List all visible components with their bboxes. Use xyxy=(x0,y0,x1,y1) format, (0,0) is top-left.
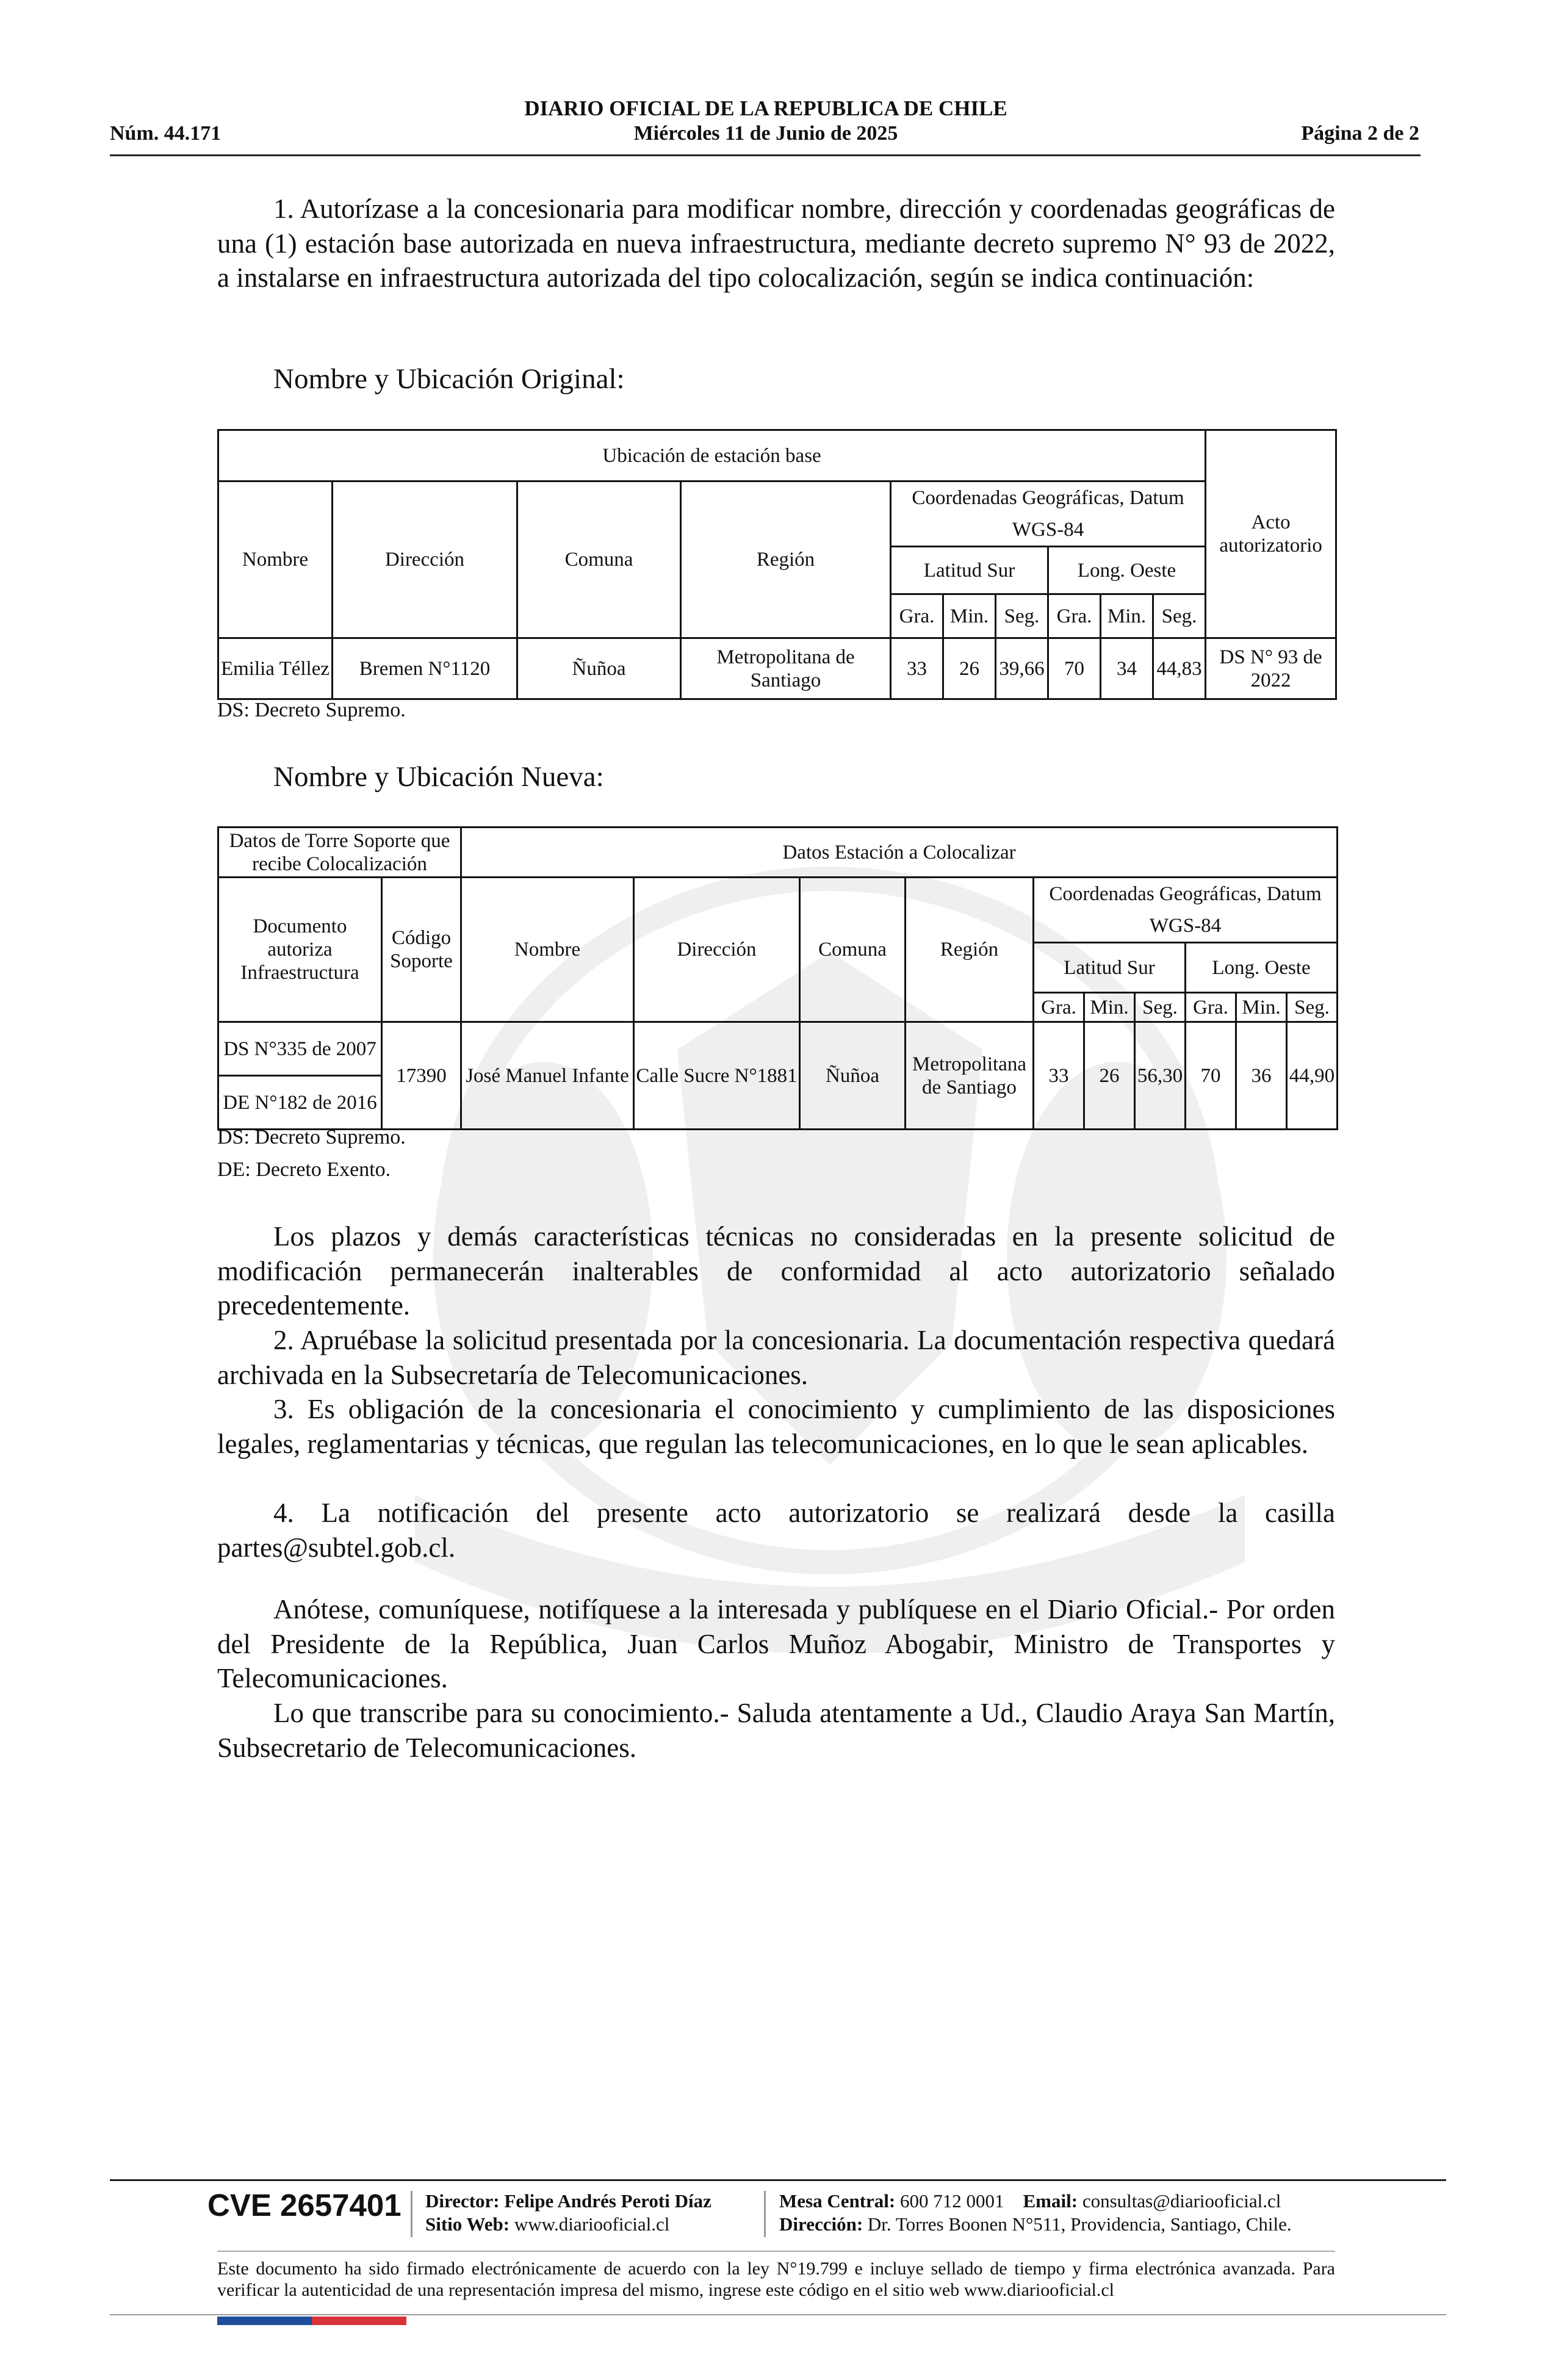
col-coordenadas: Coordenadas Geográficas, Datum WGS-84 xyxy=(891,481,1206,547)
cell-lon-min: 36 xyxy=(1236,1022,1287,1130)
col-codigo: Código Soporte xyxy=(382,878,461,1022)
paragraph-transcribe-text: Lo que transcribe para su conocimiento.- Saluda atentamente a Ud., Claudio Araya San Martín, Subsecretario de Telecomunicaciones. xyxy=(217,1698,1335,1763)
cell-lat-seg: 56,30 xyxy=(1135,1022,1186,1130)
mesa-phone: 600 712 0001 xyxy=(900,2190,1004,2212)
col-region: Región xyxy=(681,481,891,638)
newspaper-title: DIARIO OFICIAL DE LA REPUBLICA DE CHILE xyxy=(524,96,1007,120)
director-name: Felipe Andrés Peroti Díaz xyxy=(504,2190,711,2212)
table-row xyxy=(218,638,1336,699)
nueva-heading: Nombre y Ubicación Nueva: xyxy=(273,761,604,793)
cell-lat-min: 26 xyxy=(1084,1022,1135,1130)
cell-region: Metropolitana de Santiago xyxy=(681,638,891,699)
col-lat-gra: Gra. xyxy=(1034,993,1084,1022)
cell-region: Metropolitana de Santiago xyxy=(906,1022,1034,1130)
paragraph-2-text: 2. Apruébase la solicitud presentada por la concesionaria. La documentación respectiva quedará archivada en la Subsecretaría de Telecomunicaciones. xyxy=(217,1325,1335,1390)
col-coordenadas: Coordenadas Geográficas, Datum WGS-84 xyxy=(1034,878,1338,943)
cve-code: CVE 2657401 xyxy=(207,2188,402,2223)
cell-codigo: 17390 xyxy=(382,1022,461,1130)
cell-lon-seg: 44,83 xyxy=(1153,638,1206,699)
issue-date: Miércoles 11 de Junio de 2025 xyxy=(633,122,898,145)
col-documento: Documento autoriza Infraestructura xyxy=(218,878,382,1022)
cell-nombre: José Manuel Infante xyxy=(461,1022,634,1130)
cell-acto: DS N° 93 de 2022 xyxy=(1206,638,1336,699)
email-link[interactable]: consultas@diariooficial.cl xyxy=(1082,2190,1281,2212)
footer-divider-mid xyxy=(217,2251,1335,2252)
col-lat-gra: Gra. xyxy=(891,594,943,638)
paragraph-plazos-text: Los plazos y demás características técnicas no consideradas en la presente solicitud de modificación permanecerán inalterables de conformidad al acto autorizatorio señalado precedentemente. xyxy=(217,1221,1335,1321)
cell-lon-gra: 70 xyxy=(1048,638,1101,699)
legal-notice: Este documento ha sido firmado electrónicamente de acuerdo con la ley N°19.799 e incluye sellado de tiempo y firma electrónica avanzada. Para verificar la autenticidad de una representación impresa del mismo, ingrese este código en el sitio web www.diariooficial.cl xyxy=(217,2259,1335,2300)
issue-number: Núm. 44.171 xyxy=(110,122,222,145)
address-value: Dr. Torres Boonen N°511, Providencia, Santiago, Chile. xyxy=(867,2213,1292,2235)
mesa-label: Mesa Central: xyxy=(779,2190,896,2212)
col-nombre: Nombre xyxy=(218,481,333,638)
col-lon-min: Min. xyxy=(1101,594,1153,638)
original-location-table xyxy=(217,429,1337,700)
page-number: Página 2 de 2 xyxy=(1301,122,1419,145)
table-row xyxy=(218,1022,1338,1076)
col-lon-min: Min. xyxy=(1236,993,1287,1022)
cell-lon-min: 34 xyxy=(1101,638,1153,699)
header-divider xyxy=(110,154,1421,156)
original-heading: Nombre y Ubicación Original: xyxy=(273,363,625,395)
group-header-torre: Datos de Torre Soporte que recibe Colocalización xyxy=(218,828,461,878)
web-link[interactable]: www.diariooficial.cl xyxy=(514,2213,670,2235)
footer-contact-block xyxy=(779,2190,1292,2236)
col-lat-seg: Seg. xyxy=(996,594,1048,638)
paragraph-2 xyxy=(217,1323,1335,1392)
paragraph-plazos xyxy=(217,1219,1335,1323)
col-direccion: Dirección xyxy=(634,878,800,1022)
web-label: Sitio Web: xyxy=(425,2213,510,2235)
col-comuna: Comuna xyxy=(800,878,906,1022)
address-label: Dirección: xyxy=(779,2213,863,2235)
director-label: Director: xyxy=(425,2190,500,2212)
cell-comuna: Ñuñoa xyxy=(517,638,681,699)
paragraph-3-text: 3. Es obligación de la concesionaria el conocimiento y cumplimiento de las disposiciones legales, reglamentarias y técnicas, que regulan las telecomunicaciones, en lo que le sean aplicables. xyxy=(217,1394,1335,1459)
paragraph-anotese xyxy=(217,1592,1335,1696)
col-region: Región xyxy=(906,878,1034,1022)
col-lon-seg: Seg. xyxy=(1287,993,1338,1022)
cell-lon-gra: 70 xyxy=(1186,1022,1236,1130)
col-lat-seg: Seg. xyxy=(1135,993,1186,1022)
cell-direccion: Bremen N°1120 xyxy=(333,638,517,699)
cell-lat-min: 26 xyxy=(943,638,996,699)
paragraph-4-text: 4. La notificación del presente acto autorizatorio se realizará desde la casilla partes@subtel.gob.cl. xyxy=(217,1498,1335,1563)
footer-divider-bottom xyxy=(110,2314,1446,2315)
cell-doc-1: DS N°335 de 2007 xyxy=(218,1022,382,1076)
col-lon-gra: Gra. xyxy=(1048,594,1101,638)
paragraph-3 xyxy=(217,1392,1335,1461)
col-lat-min: Min. xyxy=(943,594,996,638)
col-nombre: Nombre xyxy=(461,878,634,1022)
footer-separator xyxy=(764,2191,766,2237)
footer-divider-top xyxy=(110,2179,1446,2181)
cell-nombre: Emilia Téllez xyxy=(218,638,333,699)
col-latitud: Latitud Sur xyxy=(891,547,1048,594)
group-header-estacion: Datos Estación a Colocalizar xyxy=(461,828,1338,878)
paragraph-anotese-text: Anótese, comuníquese, notifíquese a la interesada y publíquese en el Diario Oficial.- Por orden del Presidente de la República, Juan Carlos Muñoz Abogabir, Ministro de Transportes y Telecomunicaciones. xyxy=(217,1594,1335,1693)
col-longitud: Long. Oeste xyxy=(1048,547,1206,594)
paragraph-1 xyxy=(217,192,1335,295)
footer-separator xyxy=(411,2191,412,2237)
col-lon-gra: Gra. xyxy=(1186,993,1236,1022)
nueva-note-ds: DS: Decreto Supremo. xyxy=(217,1126,406,1149)
cell-comuna: Ñuñoa xyxy=(800,1022,906,1130)
cell-lat-gra: 33 xyxy=(891,638,943,699)
col-acto: Acto autorizatorio xyxy=(1206,430,1336,638)
paragraph-4 xyxy=(217,1496,1335,1565)
cell-lon-seg: 44,90 xyxy=(1287,1022,1338,1130)
group-header-ubicacion: Ubicación de estación base xyxy=(218,430,1206,481)
col-longitud: Long. Oeste xyxy=(1186,943,1338,993)
paragraph-1-text: 1. Autorízase a la concesionaria para modificar nombre, dirección y coordenadas geográficas de una (1) estación base autorizada en nueva infraestructura, mediante decreto supremo N° 93 de 2022, a instalarse en infraestructura autorizada del tipo colocalización, según se indica continuación: xyxy=(217,193,1335,293)
col-direccion: Dirección xyxy=(333,481,517,638)
paragraph-transcribe xyxy=(217,1696,1335,1765)
original-note: DS: Decreto Supremo. xyxy=(217,699,406,721)
cell-lat-seg: 39,66 xyxy=(996,638,1048,699)
col-latitud: Latitud Sur xyxy=(1034,943,1186,993)
email-label: Email: xyxy=(1023,2190,1078,2212)
col-lon-seg: Seg. xyxy=(1153,594,1206,638)
col-comuna: Comuna xyxy=(517,481,681,638)
cell-direccion: Calle Sucre N°1881 xyxy=(634,1022,800,1130)
nueva-note-de: DE: Decreto Exento. xyxy=(217,1158,391,1181)
new-location-table xyxy=(217,826,1338,1130)
cell-lat-gra: 33 xyxy=(1034,1022,1084,1130)
flag-stripe-red xyxy=(312,2317,406,2325)
cell-doc-2: DE N°182 de 2016 xyxy=(218,1076,382,1130)
col-lat-min: Min. xyxy=(1084,993,1135,1022)
footer-director-block xyxy=(425,2190,711,2236)
flag-stripe-blue xyxy=(217,2317,312,2325)
